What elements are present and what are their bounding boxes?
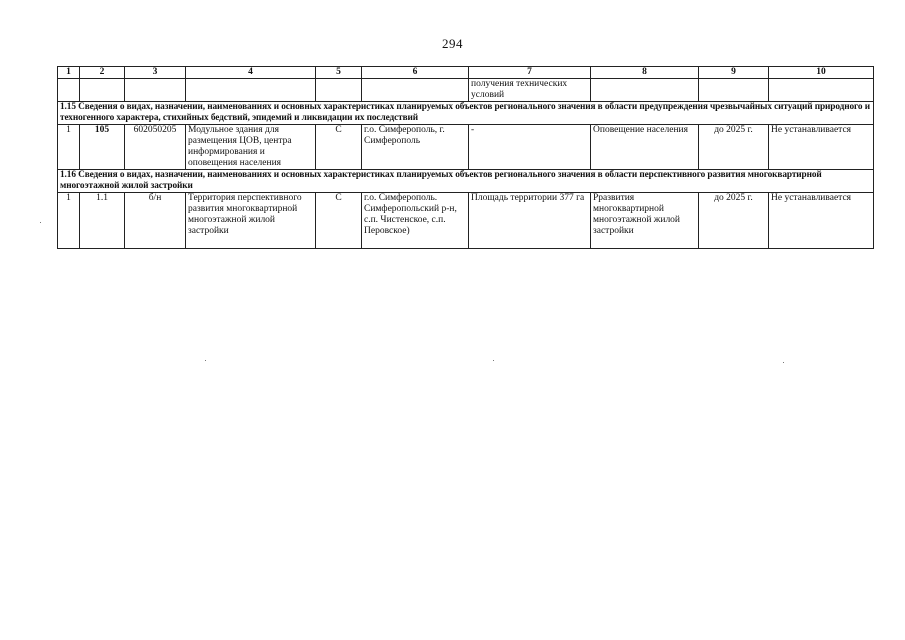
table-cell: С xyxy=(316,125,362,170)
scan-speck xyxy=(783,362,784,363)
table-cell: 1 xyxy=(58,125,80,170)
table-cell: Модульное здания для размещения ЦОВ, центра информирования и оповещения населения xyxy=(186,125,316,170)
column-header: 7 xyxy=(469,67,591,79)
table-cell: получения технических условий xyxy=(469,79,591,102)
table-cell: Рразвития многоквартирной многоэтажной жилой застройки xyxy=(591,193,699,249)
scan-speck xyxy=(205,360,206,361)
column-header: 9 xyxy=(699,67,769,79)
table-cell: Оповещение населения xyxy=(591,125,699,170)
column-header: 8 xyxy=(591,67,699,79)
table-cell: 1.1 xyxy=(80,193,125,249)
table-cell: 1 xyxy=(58,193,80,249)
table-cell xyxy=(316,79,362,102)
table-row xyxy=(58,193,874,249)
column-header: 6 xyxy=(362,67,469,79)
table-cell: б/н xyxy=(125,193,186,249)
column-number-row xyxy=(58,67,874,79)
table-cell: Не устанавливается xyxy=(769,193,874,249)
planned-objects-table xyxy=(57,66,874,249)
column-header: 2 xyxy=(80,67,125,79)
column-header: 10 xyxy=(769,67,874,79)
table-cell: до 2025 г. xyxy=(699,125,769,170)
table-cell: до 2025 г. xyxy=(699,193,769,249)
table-cell xyxy=(362,79,469,102)
section-heading-row xyxy=(58,170,874,193)
table-cell: Не устанавливается xyxy=(769,125,874,170)
column-header: 4 xyxy=(186,67,316,79)
table-cell xyxy=(591,79,699,102)
column-header: 1 xyxy=(58,67,80,79)
table-cell xyxy=(699,79,769,102)
table-cell xyxy=(769,79,874,102)
table-cell: - xyxy=(469,125,591,170)
table-cell: 602050205 xyxy=(125,125,186,170)
scan-speck xyxy=(493,360,494,361)
page-number: 294 xyxy=(442,36,463,51)
table-cell: С xyxy=(316,193,362,249)
table-row xyxy=(58,125,874,170)
section-title-1-16: 1.16 Сведения о видах, назначении, наименованиях и основных характеристиках планируемых объектов регионального значения в области перспективного развития многоквартирной многоэтажной жилой застройки xyxy=(58,170,874,193)
column-header: 5 xyxy=(316,67,362,79)
table-cell xyxy=(186,79,316,102)
column-header: 3 xyxy=(125,67,186,79)
table-cell xyxy=(58,79,80,102)
table-cell: Территория перспективного развития многоквартирной многоэтажной жилой застройки xyxy=(186,193,316,249)
table-cell: г.о. Симферополь, г. Симферополь xyxy=(362,125,469,170)
scan-speck xyxy=(40,222,41,223)
continuation-row xyxy=(58,79,874,102)
section-heading-row xyxy=(58,102,874,125)
table-cell xyxy=(125,79,186,102)
section-title-1-15: 1.15 Сведения о видах, назначении, наименованиях и основных характеристиках планируемых объектов регионального значения в области предупреждения чрезвычайных ситуаций природного и техногенного характера, стихийных бедствий, эпидемий и ликвидации их последствий xyxy=(58,102,874,125)
table-cell: 105 xyxy=(80,125,125,170)
table-cell: Площадь территории 377 га xyxy=(469,193,591,249)
table-cell: г.о. Симферополь. Симферопольский р-н, с.п. Чистенское, с.п. Перовское) xyxy=(362,193,469,249)
table-cell xyxy=(80,79,125,102)
